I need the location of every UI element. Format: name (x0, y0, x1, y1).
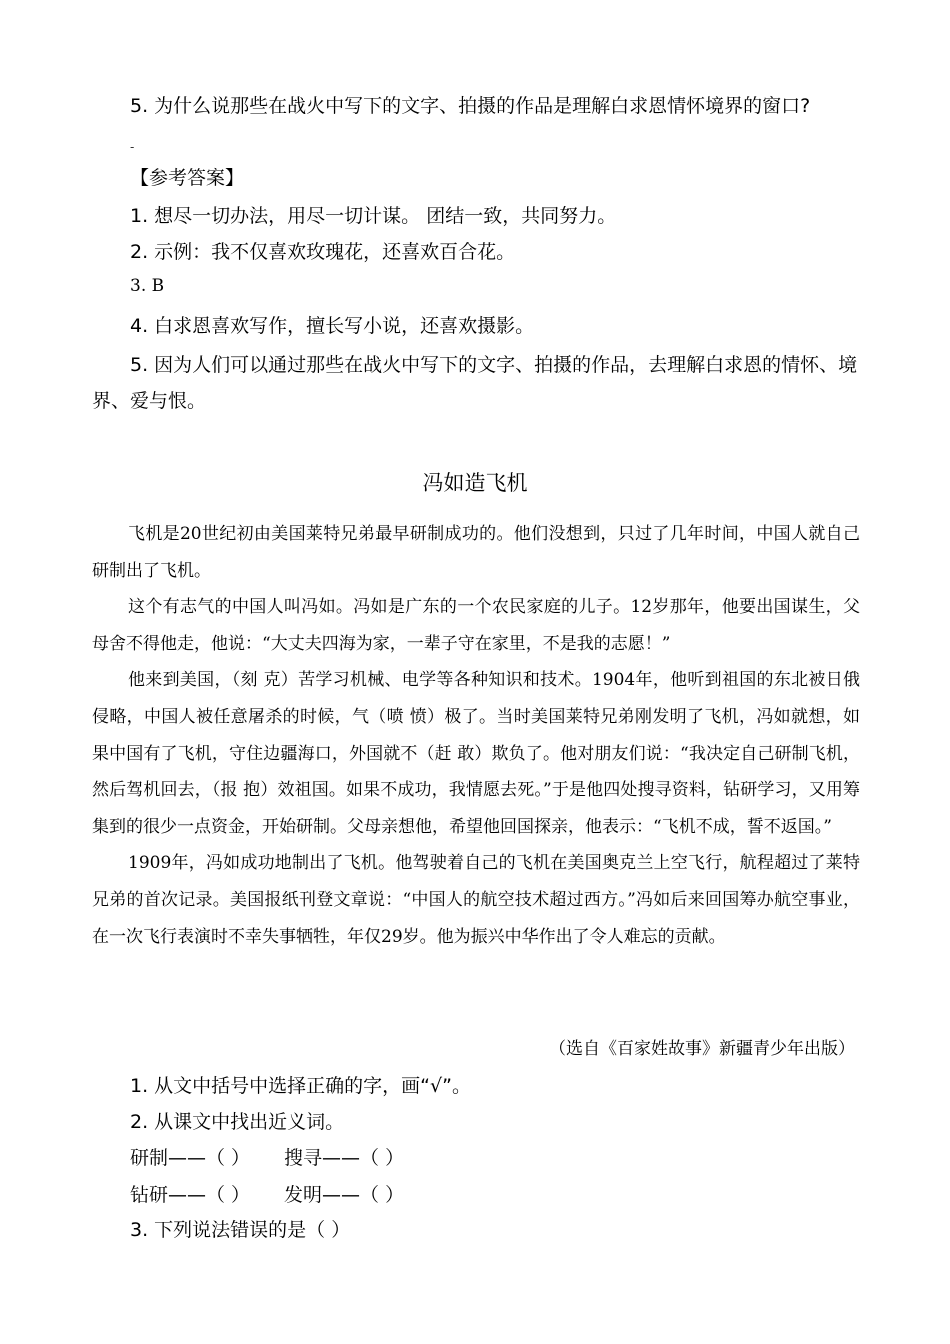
synonym-row-1 (130, 1143, 404, 1170)
question-1: 1. 从文中括号中选择正确的字，画“√”。 (130, 1075, 471, 1097)
story-body (92, 516, 860, 955)
story-paragraph: 这个有志气的中国人叫冯如。冯如是广东的一个农民家庭的儿子。12岁那年，他要出国谋生，父母舍不得他走，他说：“大丈夫四海为家，一辈子守在家里，不是我的志愿！” (92, 597, 860, 654)
question-3: 3. 下列说法错误的是（ ） (130, 1219, 351, 1241)
synonym-blank-zuanyan: 钻研——（ ） (130, 1184, 251, 1206)
synonym-blank-faming: 发明——（ ） (284, 1184, 405, 1206)
answer-3: 3. B (130, 276, 165, 296)
answer-2: 2. 示例：我不仅喜欢玫瑰花，还喜欢百合花。 (130, 241, 516, 263)
question-2: 2. 从课文中找出近义词。 (130, 1111, 345, 1133)
story-paragraph: 他来到美国，（刻 克）苦学习机械、电学等各种知识和技术。1904年，他听到祖国的东北被日俄侵略，中国人被任意屠杀的时候，气（喷 愤）极了。当时美国莱特兄弟刚发明了飞机，冯如就想，如果中国有了飞机，守住边疆海口，外国就不（赶 敢）欺负了。他对朋友们说：“我决定自己研制飞机，然后驾机回去，（报 抱）效祖国。如果不成功，我情愿去死。”于是他四处搜寻资料，钻研学习，又用筹集到的很少一点资金，开始研制。父母亲想他，希望他回国探亲，他表示：“飞机不成，誓不返国。” (92, 670, 860, 837)
synonym-blank-yanzhi: 研制——（ ） (130, 1147, 251, 1169)
separator-mark: - (130, 140, 135, 154)
synonym-row-2 (130, 1180, 404, 1207)
story-title: 冯如造飞机 (422, 471, 528, 495)
story-source: （选自《百家姓故事》新疆青少年出版） (549, 1039, 855, 1059)
story-paragraph: 1909年，冯如成功地制出了飞机。他驾驶着自己的飞机在美国奥克兰上空飞行，航程超过了莱特兄弟的首次记录。美国报纸刊登文章说：“中国人的航空技术超过西方。”冯如后来回国筹办航空事业，在一次飞行表演时不幸失事牺牲，年仅29岁。他为振兴中华作出了令人难忘的贡献。 (92, 853, 860, 947)
synonym-blank-souxun: 搜寻——（ ） (284, 1147, 405, 1169)
answer-4: 4. 白求恩喜欢写作，擅长写小说，还喜欢摄影。 (130, 315, 535, 337)
previous-question-5: 5. 为什么说那些在战火中写下的文字、拍摄的作品是理解白求恩情怀境界的窗口? (130, 95, 811, 117)
answer-key-heading: 【参考答案】 (130, 167, 245, 189)
story-paragraph: 飞机是20世纪初由美国莱特兄弟最早研制成功的。他们没想到，只过了几年时间，中国人就自己研制出了飞机。 (92, 524, 860, 581)
answer-5: 5. 因为人们可以通过那些在战火中写下的文字、拍摄的作品，去理解白求恩的情怀、境界、爱与恨。 (92, 354, 858, 412)
answer-1: 1. 想尽一切办法，用尽一切计谋。 团结一致，共同努力。 (130, 205, 617, 227)
